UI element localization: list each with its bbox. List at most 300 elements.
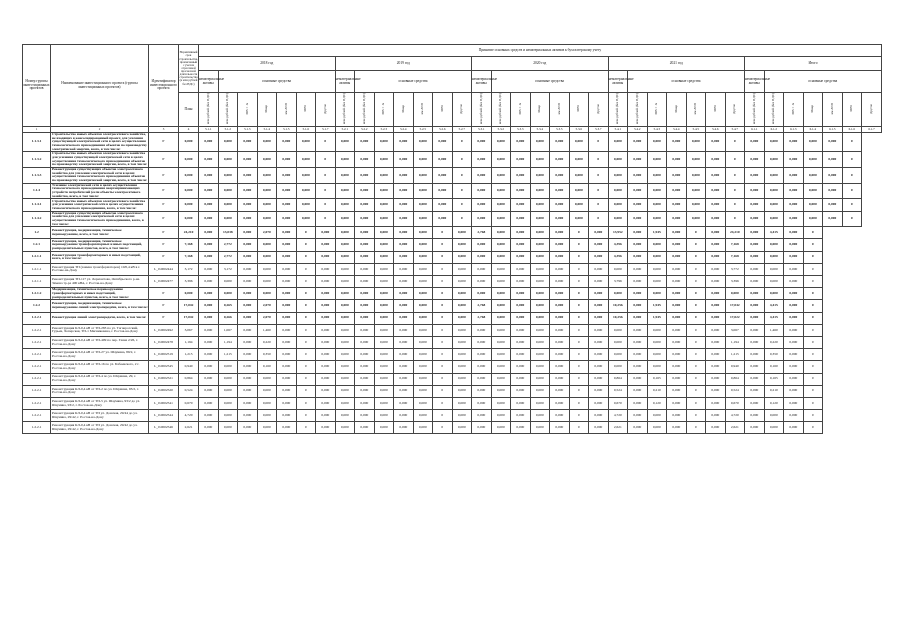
row-value: 0,000: [277, 227, 297, 239]
row-value: 0,000: [784, 373, 804, 385]
row-value: 0: [316, 211, 336, 227]
row-value: 0,000: [784, 300, 804, 312]
row-value: 0,000: [550, 168, 570, 184]
row-value: 0,000: [316, 239, 336, 251]
row-value: 0: [803, 288, 823, 300]
row-cost: 1,215: [179, 349, 199, 361]
row-value: 0,000: [316, 300, 336, 312]
row-value: 0: [686, 385, 706, 397]
row-name: Реконструкция, модернизация, техническое перевооружение трансформаторных и иных подстанций, распределительных пунктов, всего, в том числе:: [51, 239, 149, 251]
row-value: 0,000: [355, 199, 375, 211]
row-value: 0,000: [472, 324, 492, 336]
row-value: 0: [569, 349, 589, 361]
row-cost: 0,670: [179, 397, 199, 409]
row-value: 0,000: [413, 152, 433, 168]
row-value: 0: [296, 349, 316, 361]
row-value: 0: [433, 263, 453, 275]
row-value: 0,000: [335, 324, 355, 336]
row-value: 0: [433, 239, 453, 251]
row-value: 0,000: [394, 410, 414, 422]
row-value: 0,000: [511, 288, 531, 300]
row-value: 13,038: [218, 227, 238, 239]
row-value: 0,000: [355, 211, 375, 227]
row-value: 0,000: [355, 385, 375, 397]
row-value: 0: [842, 168, 862, 184]
header-unit: км ЛЭП: [277, 93, 297, 127]
row-value: 0,000: [277, 385, 297, 397]
row-value: 0,000: [628, 312, 648, 324]
row-value: 0,000: [511, 152, 531, 168]
row-value: 0,000: [530, 324, 550, 336]
row-value: 0,000: [550, 263, 570, 275]
row-value: 0,000: [530, 300, 550, 312]
row-value: 0,000: [277, 336, 297, 348]
row-value: 0,000: [238, 251, 258, 263]
row-value: 0: [433, 410, 453, 422]
row-value: 0,000: [745, 324, 765, 336]
row-id: Г: [149, 300, 179, 312]
row-name: Реконструкция линий электропередачи, всего, в том числе:: [51, 312, 149, 324]
row-value: 0,000: [257, 288, 277, 300]
row-name: Реконструкция ТП (замена трансформаторов) 10/0,4 кВ в г. Ростове-на-Дону: [51, 263, 149, 275]
header-unit: млн рублей (без НДС): [745, 93, 765, 127]
row-value: 0,000: [394, 385, 414, 397]
row-value: 0,000: [550, 324, 570, 336]
row-number: 1.2.2.1: [23, 361, 51, 373]
header-unit: МВ×А: [784, 93, 804, 127]
header-year: 2019 год: [335, 57, 472, 71]
row-value: 0,000: [394, 361, 414, 373]
row-value: 0,000: [355, 239, 375, 251]
row-value: 0,000: [745, 385, 765, 397]
header-unit: Мвар: [394, 93, 414, 127]
header-unit: Мвар: [257, 93, 277, 127]
row-value: 0,000: [335, 373, 355, 385]
row-value: 0,000: [511, 276, 531, 288]
row-value: 0,000: [335, 251, 355, 263]
row-value: 7,168: [725, 251, 745, 263]
row-value: 0,000: [316, 324, 336, 336]
row-value: 0,000: [316, 263, 336, 275]
row-value: 0: [725, 211, 745, 227]
row-value: 0,000: [667, 336, 687, 348]
row-value: 0,000: [374, 410, 394, 422]
row-value: 0,000: [530, 361, 550, 373]
row-value: 0,000: [589, 288, 609, 300]
header-project-id: Идентификатор инвестиционного проекта: [149, 45, 179, 127]
table-row: [23, 312, 882, 324]
row-value: 0,000: [413, 324, 433, 336]
row-value: 0,000: [530, 152, 550, 168]
row-value: 0,000: [706, 349, 726, 361]
row-value: 0,000: [238, 410, 258, 422]
row-value: 0: [569, 385, 589, 397]
row-number: 1.2.1.2: [23, 288, 51, 300]
row-value: 0,000: [667, 199, 687, 211]
row-value: 0,000: [316, 361, 336, 373]
row-value: 0,000: [472, 263, 492, 275]
row-value: 0,524: [608, 385, 628, 397]
row-value: 0,000: [238, 300, 258, 312]
row-value: 0,000: [764, 183, 784, 199]
header-unit: км ЛЭП: [686, 93, 706, 127]
row-value: 0: [686, 288, 706, 300]
header-unit: МВ×А: [511, 93, 531, 127]
row-cost: 3,172: [179, 263, 199, 275]
row-value: 0,000: [823, 211, 843, 227]
row-value: 0: [803, 276, 823, 288]
column-number: 5.2.5: [413, 127, 433, 133]
row-value: 0: [589, 199, 609, 211]
row-id: L_0.0002541: [149, 397, 179, 409]
row-value: 0: [569, 227, 589, 239]
row-value: 0: [433, 251, 453, 263]
row-value: 0,000: [335, 199, 355, 211]
row-value: 1,215: [218, 349, 238, 361]
row-value: 0,000: [589, 349, 609, 361]
row-value: 0,000: [277, 422, 297, 434]
row-value: 0,220: [764, 336, 784, 348]
row-id: L_0.0002477: [149, 276, 179, 288]
row-value: 0,000: [257, 410, 277, 422]
row-value: 0: [316, 168, 336, 184]
row-number: 1.2.1.1: [23, 251, 51, 263]
row-value: 0,000: [199, 336, 219, 348]
row-value: 0,000: [413, 239, 433, 251]
row-value: 0,000: [257, 385, 277, 397]
row-value: 0,000: [316, 397, 336, 409]
row-value: 1,215: [725, 349, 745, 361]
row-value: 10,256: [608, 312, 628, 324]
row-value: 0: [725, 133, 745, 152]
row-value: 0,000: [218, 183, 238, 199]
row-id: Г: [149, 312, 179, 324]
row-value: 0: [686, 397, 706, 409]
row-value: 0: [296, 336, 316, 348]
row-value: 0: [686, 263, 706, 275]
table-row: [23, 276, 882, 288]
header-cost: Нормативный срок строительства, прописанный с учетом отраслевой прогнозной длительности строительства (в млн рублей без НДС): [179, 45, 199, 93]
row-value: 0,000: [628, 324, 648, 336]
row-value: 0,000: [374, 336, 394, 348]
row-value: 0,000: [296, 211, 316, 227]
row-value: 0,000: [511, 336, 531, 348]
row-value: 0,000: [238, 361, 258, 373]
row-name: Реконструкция КЛ-0,4 кВ от ТП ул. Донская, 29/44 до ул. Шаумяна, 29/42, г. Ростов-на-Дону: [51, 410, 149, 422]
row-value: 0,000: [608, 324, 628, 336]
row-value: 0: [433, 349, 453, 361]
row-value: 0,000: [394, 288, 414, 300]
row-value: 0,000: [530, 373, 550, 385]
row-value: 0,000: [277, 263, 297, 275]
row-value: 0,000: [530, 385, 550, 397]
row-value: 0: [296, 373, 316, 385]
row-cost: 24,210: [179, 227, 199, 239]
row-value: 0,000: [667, 133, 687, 152]
row-value: 0,000: [647, 276, 667, 288]
row-value: 0,000: [355, 300, 375, 312]
row-value: 0,000: [374, 385, 394, 397]
row-value: 0,000: [745, 397, 765, 409]
row-value: 0,000: [316, 312, 336, 324]
row-value: 0,000: [511, 422, 531, 434]
row-value: 0,000: [608, 168, 628, 184]
row-value: 0: [686, 276, 706, 288]
header-unit: км ЛЭП: [550, 93, 570, 127]
row-value: 0,000: [589, 227, 609, 239]
row-value: 0,000: [335, 336, 355, 348]
row-value: 0: [296, 239, 316, 251]
row-number: 1.1.4: [23, 183, 51, 199]
row-value: 0,000: [608, 336, 628, 348]
row-cost: 0,000: [179, 152, 199, 168]
row-value: 3,172: [218, 263, 238, 275]
row-value: 0,000: [530, 227, 550, 239]
row-value: 0,000: [277, 324, 297, 336]
row-value: 0: [316, 152, 336, 168]
row-value: 0: [686, 349, 706, 361]
row-value: 0,000: [511, 349, 531, 361]
row-value: 0,000: [745, 349, 765, 361]
table-row: [23, 397, 882, 409]
row-value: 0,000: [316, 288, 336, 300]
row-value: 0: [296, 263, 316, 275]
row-value: 0,000: [608, 263, 628, 275]
row-value: 0,350: [257, 349, 277, 361]
column-number: 5.3.7: [589, 127, 609, 133]
row-value: 0,000: [784, 336, 804, 348]
row-value: 0,000: [472, 152, 492, 168]
row-value: 0,000: [316, 410, 336, 422]
row-value: 0,000: [706, 361, 726, 373]
row-value: 0,000: [413, 373, 433, 385]
row-value: 0: [569, 300, 589, 312]
row-value: 0,000: [316, 349, 336, 361]
row-value: 0,000: [530, 239, 550, 251]
row-cost: 17,042: [179, 312, 199, 324]
row-value: 0,000: [413, 276, 433, 288]
row-value: 0,000: [550, 183, 570, 199]
row-value: 0,000: [667, 276, 687, 288]
row-value: 0,000: [238, 397, 258, 409]
row-value: 0: [316, 183, 336, 199]
row-value: 0,000: [452, 373, 472, 385]
row-value: 0,000: [413, 263, 433, 275]
row-value: 0,000: [433, 152, 453, 168]
row-value: 0: [589, 133, 609, 152]
row-value: 1,194: [218, 336, 238, 348]
row-value: 0,000: [335, 361, 355, 373]
row-value: 0,000: [530, 211, 550, 227]
row-value: 0: [803, 300, 823, 312]
header-unit: млн рублей (без НДС): [628, 93, 648, 127]
row-value: 0,000: [511, 312, 531, 324]
row-value: 0,000: [335, 397, 355, 409]
row-value: 0,120: [764, 397, 784, 409]
row-value: 0,000: [647, 211, 667, 227]
row-value: 2,621: [608, 422, 628, 434]
row-cost: 0,000: [179, 133, 199, 152]
header-unit: млн рублей (без НДС): [608, 93, 628, 127]
row-value: 0: [803, 361, 823, 373]
header-unit: Другое: [589, 93, 609, 127]
row-value: 0: [316, 199, 336, 211]
row-value: 0: [433, 373, 453, 385]
row-value: 0,000: [530, 168, 550, 184]
row-name: Усиление электрической сети в целях осуществления технологического присоединения энергопринимающих устройств потребителей (если объекты электросетевого хозяйства, всего, в том числе:: [51, 183, 149, 199]
row-number: 1.1.3.3: [23, 168, 51, 184]
row-value: 0,000: [257, 397, 277, 409]
row-name: Реконструкция КЛ-0,4 кВ от ТП-16 по ул. Бабаевского, 2 г. Ростов-на-Дону: [51, 361, 149, 373]
row-value: 0,000: [413, 361, 433, 373]
header-unit: млн рублей (без НДС): [764, 93, 784, 127]
row-value: 0: [589, 183, 609, 199]
row-value: 0,000: [413, 312, 433, 324]
row-value: 0,000: [394, 324, 414, 336]
row-value: 0,000: [823, 133, 843, 152]
row-value: 0,000: [472, 239, 492, 251]
row-value: 0,000: [491, 410, 511, 422]
row-value: 0,000: [491, 397, 511, 409]
row-name: Реконструкция КЛ-0,4 кВ от ТП-409 по пер. Гаяна 2/26, г. Ростов-на-Дону: [51, 336, 149, 348]
row-number: 1.1.4.1: [23, 199, 51, 211]
row-value: 0: [686, 300, 706, 312]
header-intangible: нематериальные активы: [199, 71, 219, 93]
row-value: 0,000: [199, 312, 219, 324]
row-value: 0,000: [355, 349, 375, 361]
row-value: 2,768: [472, 227, 492, 239]
row-value: 0,000: [257, 251, 277, 263]
row-value: 0,000: [608, 361, 628, 373]
row-value: 0,000: [511, 183, 531, 199]
row-value: 0,864: [608, 373, 628, 385]
column-number: 5.1.4: [257, 127, 277, 133]
row-value: 0,000: [199, 183, 219, 199]
row-value: 0,120: [647, 397, 667, 409]
row-cost: 1,194: [179, 336, 199, 348]
row-id: L_0.0002492: [149, 324, 179, 336]
row-value: 0,000: [394, 251, 414, 263]
row-value: 0,000: [452, 336, 472, 348]
row-value: 0,000: [764, 239, 784, 251]
row-value: 0,000: [257, 422, 277, 434]
row-value: 0,210: [647, 385, 667, 397]
row-value: 0,000: [589, 324, 609, 336]
row-value: 0: [569, 397, 589, 409]
header-intangible: нематериальные активы: [608, 71, 628, 93]
row-value: 0,000: [491, 324, 511, 336]
row-value: 2,070: [257, 300, 277, 312]
row-value: 0,000: [355, 397, 375, 409]
row-value: 0,000: [296, 199, 316, 211]
row-value: 0,000: [394, 152, 414, 168]
row-name: Реконструкция ТП-117 ул. Лермонтова, Октябрьского р-на. Замена тр-ра 400 кВА, г. Ростов-на-Дону: [51, 276, 149, 288]
row-value: 0,000: [491, 152, 511, 168]
row-value: 0,000: [277, 133, 297, 152]
row-value: 0,000: [433, 133, 453, 152]
row-value: 0,000: [394, 336, 414, 348]
row-value: 0,000: [277, 361, 297, 373]
row-value: 0,000: [355, 324, 375, 336]
row-value: 0,000: [394, 133, 414, 152]
row-value: 0,000: [823, 183, 843, 199]
column-number: 5.3.1: [472, 127, 492, 133]
row-value: 0,000: [218, 288, 238, 300]
row-value: 0,000: [706, 168, 726, 184]
row-value: 0,000: [491, 199, 511, 211]
row-value: 0,000: [277, 211, 297, 227]
header-unit: Мвар: [530, 93, 550, 127]
row-value: 0,000: [628, 385, 648, 397]
table-row: [23, 211, 882, 227]
table-row: [23, 133, 882, 152]
row-cost: 0,000: [179, 168, 199, 184]
row-name: Модернизация, техническое перевооружение трансформаторных и иных подстанций, распределительных пунктов, всего, в том числе:: [51, 288, 149, 300]
row-value: 0,000: [550, 300, 570, 312]
row-value: 0,000: [491, 227, 511, 239]
row-value: 0,000: [569, 183, 589, 199]
row-value: 0: [296, 361, 316, 373]
row-name: Реконструкция КЛ-0,4 кВ от ТП-5 ул. Шаумяна, 93/2 до ул. Шаумяна, 93/2, г. Ростов-на-Дону: [51, 397, 149, 409]
column-number: 5.4.4: [667, 127, 687, 133]
row-value: 0,000: [335, 349, 355, 361]
row-value: 0,000: [335, 152, 355, 168]
row-number: 1.2.2.1: [23, 336, 51, 348]
row-value: 0,000: [199, 410, 219, 422]
row-number: 1.2: [23, 227, 51, 239]
row-value: 0,000: [374, 199, 394, 211]
row-value: 0: [803, 410, 823, 422]
column-number: 5.1.2: [218, 127, 238, 133]
row-value: 0,000: [647, 361, 667, 373]
row-value: 0,000: [550, 397, 570, 409]
row-value: 0,000: [316, 385, 336, 397]
row-value: 0,000: [238, 385, 258, 397]
row-value: 0: [686, 324, 706, 336]
row-number: 1.2.2.1: [23, 312, 51, 324]
row-value: 0: [433, 276, 453, 288]
row-value: 0,000: [647, 152, 667, 168]
row-value: 0,000: [550, 133, 570, 152]
row-value: 0,000: [667, 211, 687, 227]
row-value: 0: [433, 312, 453, 324]
column-number: 5.3.4: [530, 127, 550, 133]
row-cost: 17,042: [179, 300, 199, 312]
row-value: 1,460: [257, 324, 277, 336]
row-id: Г: [149, 239, 179, 251]
row-value: 0,000: [335, 227, 355, 239]
row-value: 0,000: [296, 152, 316, 168]
row-value: 0: [433, 227, 453, 239]
header-unit: Другое: [316, 93, 336, 127]
row-value: 0,000: [472, 133, 492, 152]
row-value: 0,000: [413, 168, 433, 184]
row-value: 0: [589, 168, 609, 184]
row-value: 0,165: [764, 373, 784, 385]
column-number: 2: [51, 127, 149, 133]
row-value: 0,000: [706, 199, 726, 211]
row-value: 0,000: [491, 361, 511, 373]
row-value: 0,000: [277, 239, 297, 251]
row-value: 0,000: [257, 211, 277, 227]
row-value: 0: [803, 422, 823, 434]
row-value: 0: [686, 373, 706, 385]
row-value: 0,000: [257, 152, 277, 168]
row-value: 0,000: [316, 227, 336, 239]
row-value: 0,000: [569, 211, 589, 227]
row-value: 0,000: [745, 152, 765, 168]
row-value: 0,000: [550, 199, 570, 211]
